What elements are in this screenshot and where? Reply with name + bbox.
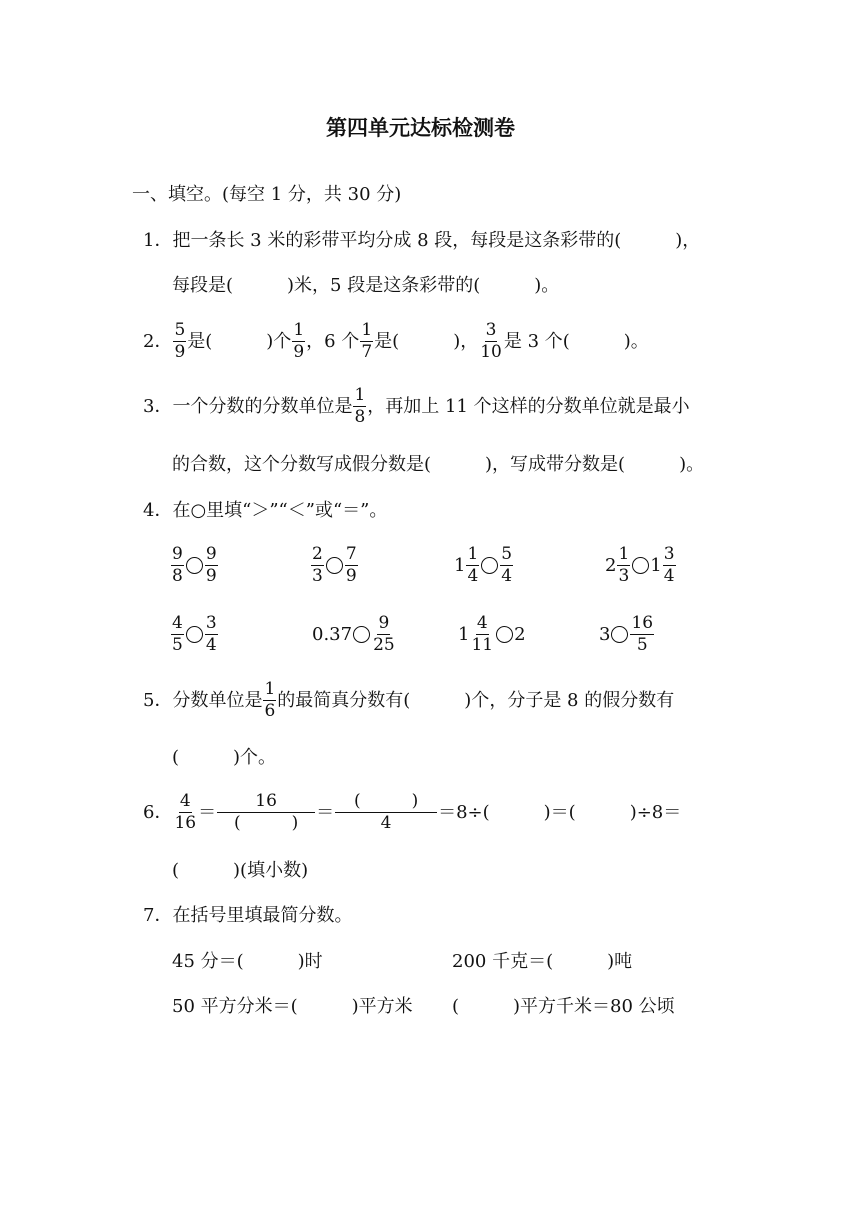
fraction: 16 ( )	[217, 793, 315, 832]
fraction: 3 4	[205, 613, 217, 655]
fraction: 1 6	[264, 679, 276, 721]
question-number: 3．	[143, 395, 173, 417]
fraction: ( ) 4	[335, 793, 437, 832]
question-3-line-1	[143, 387, 690, 426]
question-7-item: 45 分＝( )时	[172, 951, 323, 972]
section-heading: 一、填空。(每空 1 分，共 30 分)	[132, 184, 402, 205]
question-text: 是( )个	[187, 330, 292, 352]
whole-number: 1	[458, 623, 470, 645]
whole-number: 3	[599, 623, 611, 645]
fraction: 4 11	[471, 613, 494, 655]
question-text: ＝8÷( )＝( )÷8＝	[438, 801, 682, 823]
fraction: 5 9	[174, 320, 186, 362]
question-number: 6．	[143, 801, 173, 823]
question-4-text: 4．在○里填“＞”“＜”或“＝”。	[143, 500, 388, 521]
fraction: 3 10	[480, 320, 502, 362]
equals-sign: ＝	[198, 801, 217, 823]
answer-circle[interactable]	[632, 557, 649, 574]
compare-item	[170, 615, 219, 654]
answer-circle[interactable]	[353, 626, 370, 643]
compare-item	[312, 615, 397, 654]
compare-item	[454, 546, 514, 585]
answer-circle[interactable]	[186, 557, 203, 574]
fraction: 16 5	[631, 613, 654, 655]
answer-circle[interactable]	[326, 557, 343, 574]
answer-circle[interactable]	[186, 626, 203, 643]
question-5-line-1	[143, 681, 674, 720]
question-1-line-2: 每段是( )米，5 段是这条彩带的( )。	[172, 275, 560, 296]
fraction: 9 25	[373, 613, 395, 655]
whole-number: 2	[605, 554, 617, 576]
question-6-line-1	[143, 793, 681, 832]
fraction: 1 7	[361, 320, 373, 362]
whole-number: 1	[650, 554, 662, 576]
equals-sign: ＝	[316, 801, 335, 823]
question-7-item: ( )平方千米＝80 公顷	[452, 996, 675, 1017]
fraction: 1 3	[618, 544, 630, 586]
question-3-line-2: 的合数，这个分数写成假分数是( )，写成带分数是( )。	[172, 454, 705, 475]
whole-number: 1	[454, 554, 466, 576]
fraction: 2 3	[312, 544, 323, 586]
question-text: 的最简真分数有( )个，分子是 8 的假分数有	[277, 689, 675, 711]
question-text: 分数单位是	[172, 689, 263, 711]
question-7-text: 7．在括号里填最简分数。	[143, 905, 353, 926]
question-number: 2．	[143, 330, 173, 352]
question-text: 是 3 个( )。	[503, 330, 649, 352]
fraction: 1 4	[467, 544, 479, 586]
fraction: 4 16	[174, 791, 197, 833]
decimal-number: 0.37	[312, 623, 353, 645]
fraction: 1 8	[354, 385, 366, 427]
compare-item	[310, 546, 359, 585]
question-5-line-2: ( )个。	[172, 747, 277, 768]
fraction: 9 9	[205, 544, 217, 586]
fraction: 9 8	[172, 544, 183, 586]
question-2	[143, 322, 649, 361]
compare-item	[599, 615, 655, 654]
fraction: 1 9	[293, 320, 305, 362]
compare-item	[458, 615, 526, 654]
answer-circle[interactable]	[496, 626, 513, 643]
compare-item	[605, 546, 677, 585]
answer-circle[interactable]	[611, 626, 628, 643]
fraction: 7 9	[345, 544, 357, 586]
question-7-item: 50 平方分米＝( )平方米	[172, 996, 413, 1017]
question-text: ，6 个	[306, 330, 360, 352]
answer-circle[interactable]	[481, 557, 498, 574]
question-text: 是( )，	[374, 330, 479, 352]
fraction: 4 5	[172, 613, 183, 655]
fraction: 3 4	[663, 544, 675, 586]
fraction: 5 4	[501, 544, 513, 586]
question-1-line-1: 1．把一条长 3 米的彩带平均分成 8 段，每段是这条彩带的( )，	[143, 230, 701, 251]
question-7-item: 200 千克＝( )吨	[452, 951, 633, 972]
question-text: 一个分数的分数单位是	[172, 395, 353, 417]
question-number: 5．	[143, 689, 173, 711]
question-6-line-2: ( )(填小数)	[172, 860, 309, 881]
page-title: 第四单元达标检测卷	[326, 116, 515, 140]
question-text: ，再加上 11 个这样的分数单位就是最小	[367, 395, 690, 417]
whole-number: 2	[514, 623, 526, 645]
compare-item	[170, 546, 219, 585]
